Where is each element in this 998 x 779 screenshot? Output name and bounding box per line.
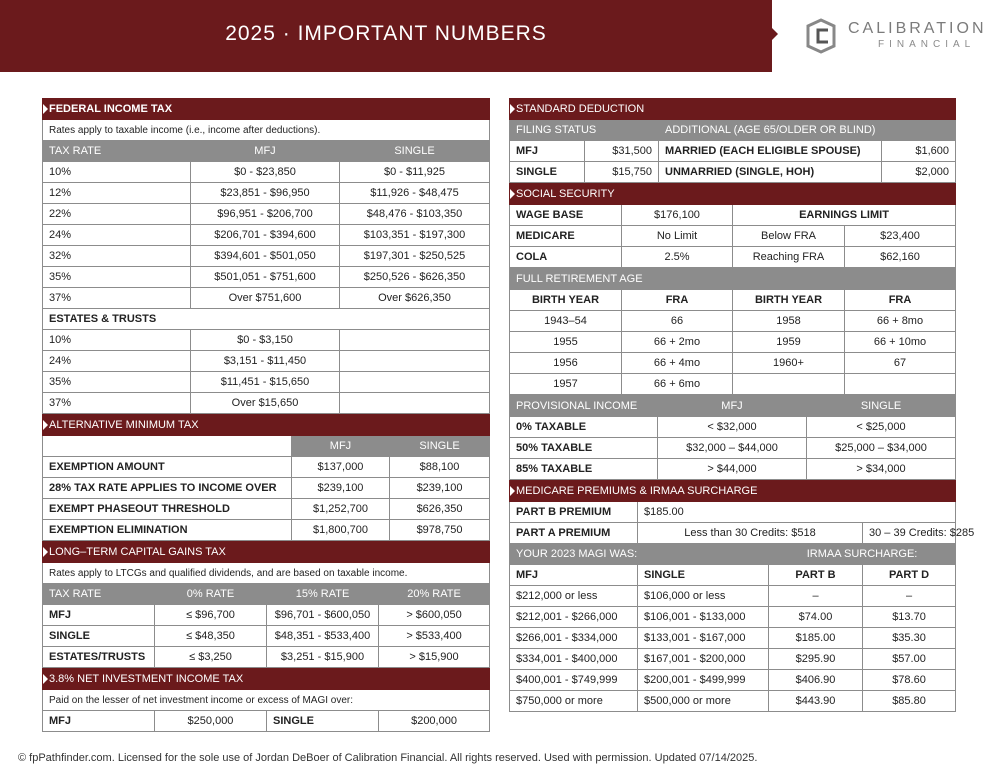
part-d-cell: $35.30 (863, 628, 956, 649)
rate-cell: 10% (43, 330, 191, 351)
additional-amount: $2,000 (882, 162, 956, 183)
magi-label: YOUR 2023 MAGI WAS: (510, 544, 769, 565)
table-row (510, 670, 956, 691)
column-header: FRA (622, 290, 733, 311)
column-header: BIRTH YEAR (510, 290, 622, 311)
table-row (510, 162, 956, 183)
single-cell: $11,926 - $48,475 (340, 183, 490, 204)
table-row (510, 374, 956, 395)
section-title: 3.8% NET INVESTMENT INCOME TAX (43, 669, 490, 690)
table-row (43, 288, 490, 309)
part-a-more-credits: 30 – 39 Credits: $285 (863, 523, 956, 544)
table-row (43, 457, 490, 478)
rate-0-cell: ≤ $3,250 (155, 647, 267, 668)
additional-amount: $1,600 (882, 141, 956, 162)
column-header: FRA (845, 290, 956, 311)
below-fra-label: Below FRA (733, 226, 845, 247)
social-security-table (509, 183, 956, 268)
mfj-cell: $206,701 - $394,600 (191, 225, 340, 246)
single-cell: $200,001 - $499,999 (638, 670, 769, 691)
empty-cell (340, 351, 490, 372)
row-label: 0% TAXABLE (510, 417, 658, 438)
left-column (42, 98, 489, 732)
mfj-cell: $212,000 or less (510, 586, 638, 607)
table-row (43, 372, 490, 393)
earnings-limit-label: EARNINGS LIMIT (733, 205, 956, 226)
part-d-cell: $57.00 (863, 649, 956, 670)
empty-cell (340, 393, 490, 414)
cola-label: COLA (510, 247, 622, 268)
provisional-income-table (509, 395, 956, 480)
table-row (43, 499, 490, 520)
table-row (43, 351, 490, 372)
status-label: SINGLE (510, 162, 585, 183)
column-header: PART D (863, 565, 956, 586)
rate-20-cell: > $533,400 (379, 626, 490, 647)
table-row (510, 438, 956, 459)
rate-15-cell: $48,351 - $533,400 (267, 626, 379, 647)
empty-header (43, 436, 292, 457)
row-label: MFJ (43, 605, 155, 626)
row-label: SINGLE (43, 626, 155, 647)
column-header: MFJ (658, 396, 807, 417)
fra-cell: 66 + 2mo (622, 332, 733, 353)
single-cell: $25,000 – $34,000 (807, 438, 956, 459)
section-title: FEDERAL INCOME TAX (43, 99, 490, 120)
rate-cell: 24% (43, 225, 191, 246)
table-row (43, 183, 490, 204)
reaching-fra-label: Reaching FRA (733, 247, 845, 268)
table-row (510, 649, 956, 670)
table-row (43, 520, 490, 541)
table-row (43, 605, 490, 626)
brand-logo (800, 14, 990, 60)
single-cell: > $34,000 (807, 459, 956, 480)
estates-label: ESTATES & TRUSTS (43, 309, 490, 330)
mfj-cell: $239,100 (292, 478, 390, 499)
single-cell: $48,476 - $103,350 (340, 204, 490, 225)
mfj-cell: $1,252,700 (292, 499, 390, 520)
amt-table (42, 414, 490, 541)
niit-table (42, 668, 490, 732)
single-cell: $133,001 - $167,000 (638, 628, 769, 649)
part-b-value: $185.00 (638, 502, 956, 523)
amount-cell: $15,750 (585, 162, 659, 183)
single-cell: $626,350 (390, 499, 490, 520)
column-header: MFJ (510, 565, 638, 586)
section-title: PROVISIONAL INCOME (510, 396, 658, 417)
section-note: Paid on the lesser of net investment income or excess of MAGI over: (43, 690, 490, 711)
estates-cell: $3,151 - $11,450 (191, 351, 340, 372)
mfj-cell: $137,000 (292, 457, 390, 478)
empty-cell (340, 372, 490, 393)
fra-cell: 66 + 4mo (622, 353, 733, 374)
cola-value: 2.5% (622, 247, 733, 268)
column-header: ADDITIONAL (AGE 65/OLDER OR BLIND) (659, 120, 956, 141)
section-title: SOCIAL SECURITY (510, 184, 956, 205)
rate-0-cell: ≤ $48,350 (155, 626, 267, 647)
section-title: ALTERNATIVE MINIMUM TAX (43, 415, 490, 436)
rate-cell: 37% (43, 393, 191, 414)
table-row (510, 353, 956, 374)
section-title: STANDARD DEDUCTION (510, 99, 956, 120)
reaching-fra-value: $62,160 (845, 247, 956, 268)
mfj-cell: $501,051 - $751,600 (191, 267, 340, 288)
right-column (509, 98, 975, 712)
column-header: MFJ (191, 141, 340, 162)
part-b-cell: $406.90 (769, 670, 863, 691)
column-header: SINGLE (638, 565, 769, 586)
mfj-cell: $96,951 - $206,700 (191, 204, 340, 225)
rate-cell: 12% (43, 183, 191, 204)
column-header: PART B (769, 565, 863, 586)
section-title: MEDICARE PREMIUMS & IRMAA SURCHARGE (510, 481, 956, 502)
column-header: MFJ (292, 436, 390, 457)
status-label: MFJ (510, 141, 585, 162)
column-header: BIRTH YEAR (733, 290, 845, 311)
table-row (510, 459, 956, 480)
section-title: LONG–TERM CAPITAL GAINS TAX (43, 542, 490, 563)
section-note: Rates apply to LTCGs and qualified dividends, and are based on taxable income. (43, 563, 490, 584)
rate-cell: 10% (43, 162, 191, 183)
table-row (43, 330, 490, 351)
table-row (43, 711, 490, 732)
fra-cell: 66 (622, 311, 733, 332)
birth-year-cell: 1959 (733, 332, 845, 353)
birth-year-cell: 1956 (510, 353, 622, 374)
row-label: 50% TAXABLE (510, 438, 658, 459)
irmaa-label: IRMAA SURCHARGE: (769, 544, 956, 565)
single-cell: $88,100 (390, 457, 490, 478)
part-b-cell: $295.90 (769, 649, 863, 670)
brand-name: CALIBRATION (848, 20, 987, 37)
table-row (43, 393, 490, 414)
page-title: 2025 · IMPORTANT NUMBERS (225, 22, 547, 45)
rate-15-cell: $3,251 - $15,900 (267, 647, 379, 668)
table-row (510, 417, 956, 438)
rate-cell: 37% (43, 288, 191, 309)
mfj-cell: $1,800,700 (292, 520, 390, 541)
rate-20-cell: > $15,900 (379, 647, 490, 668)
single-cell: $103,351 - $197,300 (340, 225, 490, 246)
mfj-cell: Over $751,600 (191, 288, 340, 309)
ltcg-table (42, 541, 490, 668)
table-row (43, 246, 490, 267)
mfj-cell: $394,601 - $501,050 (191, 246, 340, 267)
column-header: SINGLE (390, 436, 490, 457)
banner-arrow-icon (772, 28, 778, 40)
column-header: 0% RATE (155, 584, 267, 605)
birth-year-cell: 1960+ (733, 353, 845, 374)
row-label: 85% TAXABLE (510, 459, 658, 480)
table-row (43, 267, 490, 288)
table-row (510, 247, 956, 268)
single-cell: $167,001 - $200,000 (638, 649, 769, 670)
rate-cell: 35% (43, 372, 191, 393)
row-label: EXEMPT PHASEOUT THRESHOLD (43, 499, 292, 520)
fra-cell (845, 374, 956, 395)
table-row (510, 205, 956, 226)
rate-cell: 24% (43, 351, 191, 372)
table-row (43, 647, 490, 668)
rate-20-cell: > $600,050 (379, 605, 490, 626)
mfj-cell: $266,001 - $334,000 (510, 628, 638, 649)
row-label: ESTATES/TRUSTS (43, 647, 155, 668)
single-cell: < $25,000 (807, 417, 956, 438)
row-label: EXEMPTION AMOUNT (43, 457, 292, 478)
table-row (510, 628, 956, 649)
medicare-label: MEDICARE (510, 226, 622, 247)
medicare-table (509, 480, 975, 712)
table-row (43, 225, 490, 246)
row-label: 28% TAX RATE APPLIES TO INCOME OVER (43, 478, 292, 499)
column-header: TAX RATE (43, 141, 191, 162)
single-cell: $978,750 (390, 520, 490, 541)
table-row (510, 311, 956, 332)
table-row (510, 691, 956, 712)
mfj-cell: > $44,000 (658, 459, 807, 480)
rate-cell: 32% (43, 246, 191, 267)
rate-cell: 22% (43, 204, 191, 225)
column-header: SINGLE (340, 141, 490, 162)
section-title: FULL RETIREMENT AGE (510, 269, 956, 290)
rate-0-cell: ≤ $96,700 (155, 605, 267, 626)
fra-cell: 67 (845, 353, 956, 374)
mfj-cell: $334,001 - $400,000 (510, 649, 638, 670)
section-note: Rates apply to taxable income (i.e., income after deductions). (43, 120, 490, 141)
table-row (510, 141, 956, 162)
amount-cell: $31,500 (585, 141, 659, 162)
wage-label: WAGE BASE (510, 205, 622, 226)
empty-cell (340, 330, 490, 351)
estates-cell: $11,451 - $15,650 (191, 372, 340, 393)
part-d-cell: $78.60 (863, 670, 956, 691)
table-row (43, 478, 490, 499)
part-b-cell: $185.00 (769, 628, 863, 649)
table-row (510, 226, 956, 247)
table-row (43, 626, 490, 647)
column-header: TAX RATE (43, 584, 155, 605)
birth-year-cell: 1943–54 (510, 311, 622, 332)
table-row (510, 607, 956, 628)
single-cell: $239,100 (390, 478, 490, 499)
mfj-value: $250,000 (155, 711, 267, 732)
table-row (43, 162, 490, 183)
fra-cell: 66 + 6mo (622, 374, 733, 395)
brand-subtitle: FINANCIAL (878, 39, 976, 50)
estates-cell: $0 - $3,150 (191, 330, 340, 351)
column-header: SINGLE (807, 396, 956, 417)
mfj-cell: $0 - $23,850 (191, 162, 340, 183)
wage-value: $176,100 (622, 205, 733, 226)
below-fra-value: $23,400 (845, 226, 956, 247)
fra-table (509, 268, 956, 395)
header-banner (0, 0, 772, 72)
part-b-cell: – (769, 586, 863, 607)
part-b-cell: $443.90 (769, 691, 863, 712)
additional-label: UNMARRIED (SINGLE, HOH) (659, 162, 882, 183)
mfj-label: MFJ (43, 711, 155, 732)
birth-year-cell: 1958 (733, 311, 845, 332)
part-d-cell: – (863, 586, 956, 607)
single-cell: $197,301 - $250,525 (340, 246, 490, 267)
part-a-label: PART A PREMIUM (510, 523, 638, 544)
single-cell: $0 - $11,925 (340, 162, 490, 183)
mfj-cell: $212,001 - $266,000 (510, 607, 638, 628)
calibration-logo-icon (804, 18, 838, 54)
mfj-cell: $750,000 or more (510, 691, 638, 712)
column-header: 15% RATE (267, 584, 379, 605)
federal-income-tax-table (42, 98, 490, 414)
single-cell: $500,000 or more (638, 691, 769, 712)
part-a-less-credits: Less than 30 Credits: $518 (638, 523, 863, 544)
rate-15-cell: $96,701 - $600,050 (267, 605, 379, 626)
single-value: $200,000 (379, 711, 490, 732)
mfj-cell: $400,001 - $749,999 (510, 670, 638, 691)
birth-year-cell: 1955 (510, 332, 622, 353)
table-row (43, 204, 490, 225)
column-header: 20% RATE (379, 584, 490, 605)
rate-cell: 35% (43, 267, 191, 288)
single-cell: $106,001 - $133,000 (638, 607, 769, 628)
fra-cell: 66 + 8mo (845, 311, 956, 332)
footer-copyright: © fpPathfinder.com. Licensed for the sole use of Jordan DeBoer of Calibration Financial. All rights reserved. Used with permission. Updated 07/14/2025. (18, 752, 758, 764)
part-d-cell: $13.70 (863, 607, 956, 628)
additional-label: MARRIED (EACH ELIGIBLE SPOUSE) (659, 141, 882, 162)
part-d-cell: $85.80 (863, 691, 956, 712)
mfj-cell: < $32,000 (658, 417, 807, 438)
table-row (510, 523, 956, 544)
mfj-cell: $23,851 - $96,950 (191, 183, 340, 204)
medicare-value: No Limit (622, 226, 733, 247)
single-cell: $106,000 or less (638, 586, 769, 607)
estates-cell: Over $15,650 (191, 393, 340, 414)
part-b-label: PART B PREMIUM (510, 502, 638, 523)
standard-deduction-table (509, 98, 956, 183)
mfj-cell: $32,000 – $44,000 (658, 438, 807, 459)
part-b-cell: $74.00 (769, 607, 863, 628)
single-label: SINGLE (267, 711, 379, 732)
table-row (510, 586, 956, 607)
column-header: FILING STATUS (510, 120, 659, 141)
birth-year-cell: 1957 (510, 374, 622, 395)
single-cell: $250,526 - $626,350 (340, 267, 490, 288)
single-cell: Over $626,350 (340, 288, 490, 309)
row-label: EXEMPTION ELIMINATION (43, 520, 292, 541)
birth-year-cell (733, 374, 845, 395)
fra-cell: 66 + 10mo (845, 332, 956, 353)
table-row (510, 502, 956, 523)
table-row (510, 332, 956, 353)
